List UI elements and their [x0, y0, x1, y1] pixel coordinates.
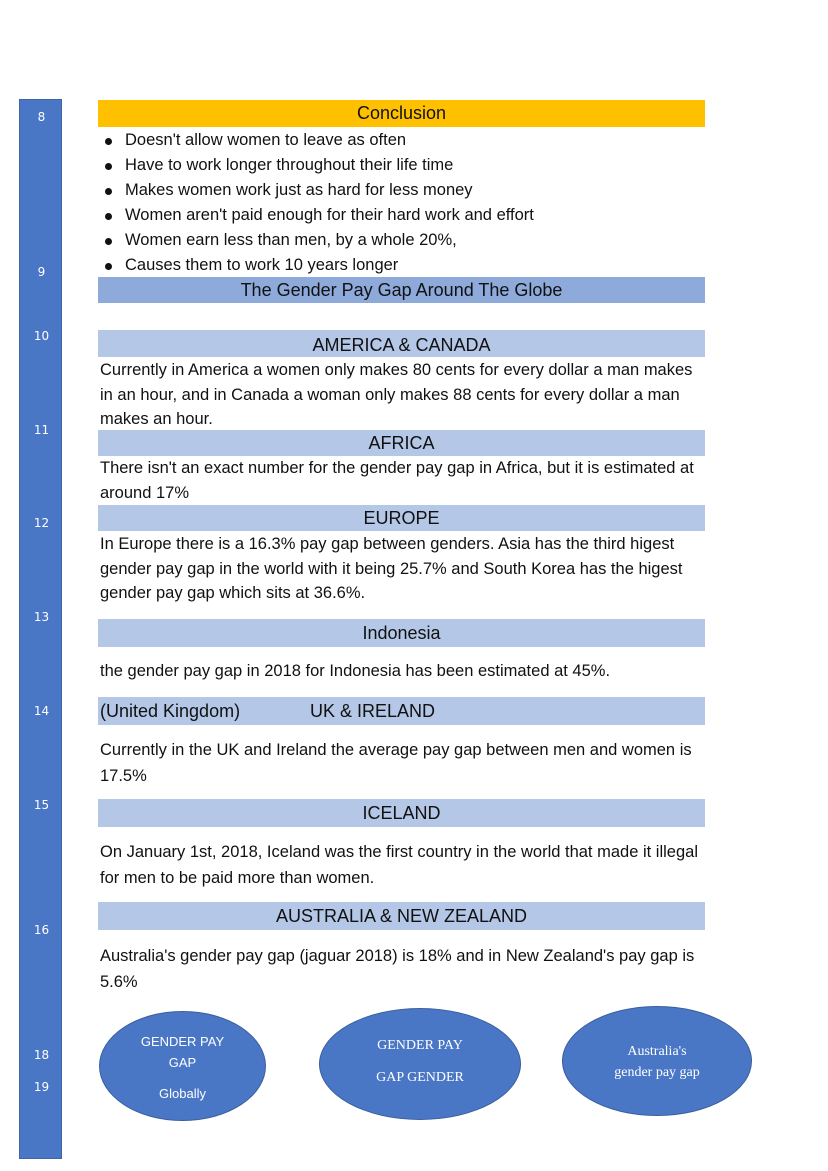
- line-number: 19: [33, 1080, 50, 1094]
- line-number-gutter: [19, 99, 62, 1159]
- section-heading-africa: [98, 430, 705, 456]
- oval-australias-gender-pay-gap: [562, 1006, 752, 1116]
- conclusion-heading: [98, 100, 705, 127]
- section-text-uk: Currently in the UK and Ireland the average pay gap between men and women is 17.5%: [100, 741, 692, 785]
- section-text-australia: Australia's gender pay gap (jaguar 2018) is 18% and in New Zealand's pay gap is 5.6%: [100, 947, 695, 991]
- section-text-indonesia: the gender pay gap in 2018 for Indonesia has been estimated at 45%.: [100, 662, 611, 680]
- oval-text: GENDER PAY: [140, 1034, 225, 1049]
- oval-text: GAP: [168, 1055, 197, 1070]
- section-text-iceland: On January 1st, 2018, Iceland was the first country in the world that made it illegal for men to be paid more than women.: [100, 843, 698, 887]
- list-item: Causes them to work 10 years longer: [125, 253, 534, 278]
- line-number: 12: [33, 516, 50, 530]
- list-item: Makes women work just as hard for less money: [125, 178, 534, 203]
- oval-text: GAP GENDER: [376, 1070, 464, 1085]
- oval-text: Globally: [159, 1086, 206, 1101]
- list-item: Women earn less than men, by a whole 20%,: [125, 228, 534, 253]
- line-number: 14: [33, 704, 50, 718]
- line-number: 11: [33, 423, 50, 437]
- oval-text: gender pay gap: [614, 1065, 700, 1080]
- list-item: Women aren't paid enough for their hard work and effort: [125, 203, 534, 228]
- section-heading-iceland: [98, 799, 705, 827]
- section-heading-america: [98, 330, 705, 357]
- section-heading-text: AUSTRALIA & NEW ZEALAND: [275, 906, 528, 926]
- section-text-america: Currently in America a women only makes 80 cents for every dollar a man makes in an hour, and in Canada a woman only makes 88 cents for every dollar a man makes an hour.: [100, 361, 693, 428]
- line-number: 10: [33, 329, 50, 343]
- oval-text: Australia's: [627, 1044, 687, 1059]
- section-heading-uk: [98, 697, 705, 725]
- section-heading-left-text: (United Kingdom): [100, 701, 241, 721]
- line-number: 16: [33, 923, 50, 937]
- section-heading-text: UK & IRELAND: [310, 701, 436, 721]
- line-number: 13: [33, 610, 50, 624]
- oval-gender-pay-gap-globally: [99, 1011, 266, 1121]
- section-heading-text: ICELAND: [362, 803, 441, 823]
- line-number: 9: [37, 265, 46, 279]
- list-item: Doesn't allow women to leave as often: [125, 128, 534, 153]
- conclusion-bullet-list: [98, 128, 534, 278]
- conclusion-heading-text: Conclusion: [356, 103, 447, 123]
- line-number: 15: [33, 798, 50, 812]
- line-number: 8: [37, 110, 46, 124]
- section-heading-text: AMERICA & CANADA: [312, 335, 491, 355]
- oval-gender-pay-gap-gender: [319, 1008, 521, 1120]
- section-heading-text: Indonesia: [362, 623, 441, 643]
- globe-heading: [98, 277, 705, 303]
- section-heading-text: AFRICA: [368, 433, 435, 453]
- section-heading-europe: [98, 505, 705, 531]
- oval-text: GENDER PAY: [377, 1038, 463, 1053]
- line-number: 18: [33, 1048, 50, 1062]
- section-heading-australia: [98, 902, 705, 930]
- list-item: Have to work longer throughout their life time: [125, 153, 534, 178]
- globe-heading-text: The Gender Pay Gap Around The Globe: [240, 280, 563, 300]
- section-text-africa: There isn't an exact number for the gender pay gap in Africa, but it is estimated at around 17%: [100, 459, 694, 502]
- section-heading-text: EUROPE: [363, 508, 440, 528]
- section-heading-indonesia: [98, 619, 705, 647]
- section-text-europe: In Europe there is a 16.3% pay gap between genders. Asia has the third higest gender pay gap in the world with it being 25.7% and South Korea has the higest gender pay gap which sits at 36.6%.: [100, 535, 683, 602]
